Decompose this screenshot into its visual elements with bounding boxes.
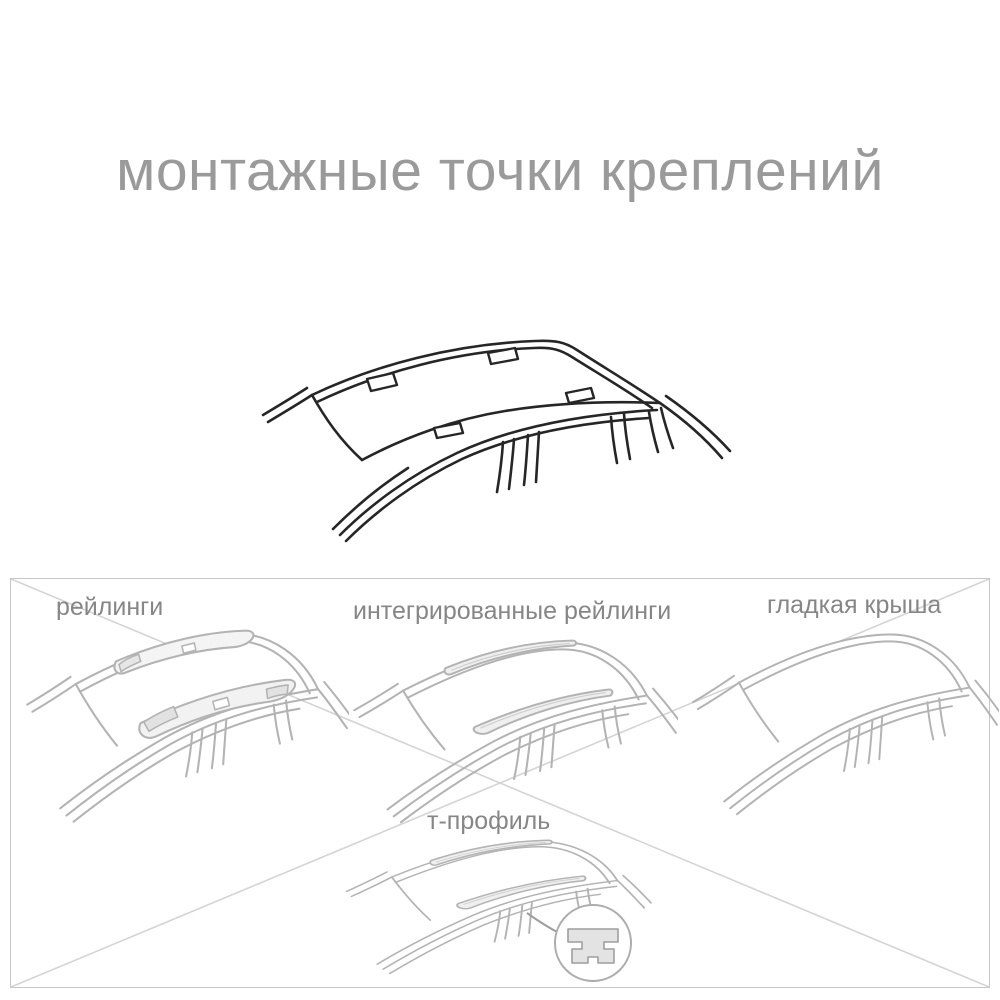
roof-type-label-integrated-rails: интегрированные рейлинги — [353, 597, 672, 625]
mount-point — [434, 423, 463, 438]
mount-point — [566, 388, 594, 403]
mounting-points-illustration — [245, 322, 745, 572]
mount-point — [367, 373, 397, 391]
roof-rails-illustration — [19, 607, 349, 833]
roof-type-label-smooth-roof: гладкая крыша — [767, 591, 942, 619]
pointer-arrow — [527, 913, 561, 934]
roof-integrated-rails-illustration — [346, 617, 678, 833]
roof-type-label-rails: рейлинги — [56, 593, 164, 621]
roof-smooth-illustration — [685, 609, 999, 825]
page-title: монтажные точки креплений — [116, 139, 884, 203]
roof-types-panel — [10, 578, 990, 988]
roof-type-label-t-profile: т-профиль — [427, 807, 551, 835]
roof-tprofile-illustration — [331, 835, 679, 985]
